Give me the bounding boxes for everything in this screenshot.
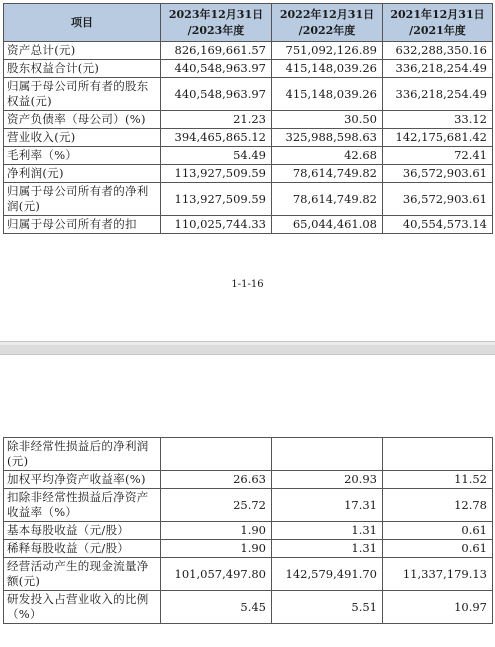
cell-2023: 1.90 [161, 540, 272, 558]
header-2023: 2023年12月31日 /2023年度 [161, 4, 272, 42]
row-label: 除非经常性损益后的净利润(元) [4, 438, 161, 471]
row-label: 股东权益合计(元) [4, 60, 161, 78]
cell-2022: 78,614,749.82 [272, 165, 383, 183]
cell-2022: 20.93 [272, 471, 383, 489]
cell-2022: 142,579,491.70 [272, 558, 383, 591]
row-label: 营业收入(元) [4, 129, 161, 147]
table-row [4, 165, 493, 183]
cell-2021: 0.61 [383, 540, 493, 558]
cell-2023: 21.23 [161, 111, 272, 129]
table-row [4, 540, 493, 558]
page-number: 1-1-16 [231, 279, 264, 290]
cell-2023: 26.63 [161, 471, 272, 489]
row-label: 归属于母公司所有者的股东权益(元) [4, 78, 161, 111]
cell-2021: 12.78 [383, 489, 493, 522]
cell-2022: 65,044,461.08 [272, 216, 383, 234]
header-item: 项目 [4, 4, 161, 42]
row-label: 稀释每股收益（元/股） [4, 540, 161, 558]
cell-2023: 113,927,509.59 [161, 183, 272, 216]
cell-2021: 632,288,350.16 [383, 42, 493, 60]
cell-2023 [161, 438, 272, 471]
row-label: 毛利率（%） [4, 147, 161, 165]
cell-2022: 5.51 [272, 591, 383, 624]
cell-2022: 1.31 [272, 540, 383, 558]
row-label: 经营活动产生的现金流量净额(元) [4, 558, 161, 591]
cell-2022: 42.68 [272, 147, 383, 165]
cell-2023: 110,025,744.33 [161, 216, 272, 234]
cell-2023: 54.49 [161, 147, 272, 165]
cell-2023: 25.72 [161, 489, 272, 522]
financial-summary-table-continued [3, 437, 493, 624]
row-label: 资产负债率（母公司）(%) [4, 111, 161, 129]
row-label: 归属于母公司所有者的净利润(元) [4, 183, 161, 216]
cell-2021: 36,572,903.61 [383, 165, 493, 183]
cell-2021: 336,218,254.49 [383, 60, 493, 78]
table-row [4, 591, 493, 624]
table-row [4, 60, 493, 78]
cell-2021: 11.52 [383, 471, 493, 489]
cell-2023: 826,169,661.57 [161, 42, 272, 60]
cell-2021: 10.97 [383, 591, 493, 624]
cell-2023: 113,927,509.59 [161, 165, 272, 183]
cell-2021: 11,337,179.13 [383, 558, 493, 591]
table-header-row [4, 4, 493, 42]
page-break-divider [0, 341, 495, 355]
table-row [4, 522, 493, 540]
cell-2023: 440,548,963.97 [161, 60, 272, 78]
cell-2022: 30.50 [272, 111, 383, 129]
cell-2023: 5.45 [161, 591, 272, 624]
cell-2021: 336,218,254.49 [383, 78, 493, 111]
table-row [4, 78, 493, 111]
cell-2021: 0.61 [383, 522, 493, 540]
cell-2021: 33.12 [383, 111, 493, 129]
table-row [4, 111, 493, 129]
row-label: 归属于母公司所有者的扣 [4, 216, 161, 234]
cell-2022: 1.31 [272, 522, 383, 540]
table-row [4, 438, 493, 471]
row-label: 基本每股收益（元/股） [4, 522, 161, 540]
table-row [4, 471, 493, 489]
cell-2022: 751,092,126.89 [272, 42, 383, 60]
table-row [4, 489, 493, 522]
table-row [4, 216, 493, 234]
row-label: 研发投入占营业收入的比例（%） [4, 591, 161, 624]
cell-2022: 415,148,039.26 [272, 60, 383, 78]
table-row [4, 558, 493, 591]
cell-2022: 325,988,598.63 [272, 129, 383, 147]
financial-summary-table [3, 3, 493, 234]
cell-2023: 1.90 [161, 522, 272, 540]
cell-2023: 440,548,963.97 [161, 78, 272, 111]
table-row [4, 147, 493, 165]
table-row [4, 129, 493, 147]
cell-2021: 40,554,573.14 [383, 216, 493, 234]
page-break-shade [0, 342, 495, 345]
cell-2022: 415,148,039.26 [272, 78, 383, 111]
row-label: 扣除非经常性损益后净资产收益率（%） [4, 489, 161, 522]
row-label: 加权平均净资产收益率(%) [4, 471, 161, 489]
cell-2022: 78,614,749.82 [272, 183, 383, 216]
cell-2021: 36,572,903.61 [383, 183, 493, 216]
row-label: 净利润(元) [4, 165, 161, 183]
cell-2021: 142,175,681.42 [383, 129, 493, 147]
row-label: 资产总计(元) [4, 42, 161, 60]
cell-2023: 101,057,497.80 [161, 558, 272, 591]
cell-2021: 72.41 [383, 147, 493, 165]
header-2021: 2021年12月31日 /2021年度 [383, 4, 493, 42]
header-2022: 2022年12月31日 /2022年度 [272, 4, 383, 42]
cell-2022: 17.31 [272, 489, 383, 522]
cell-2022 [272, 438, 383, 471]
table-row [4, 42, 493, 60]
cell-2021 [383, 438, 493, 471]
cell-2023: 394,465,865.12 [161, 129, 272, 147]
table-row [4, 183, 493, 216]
